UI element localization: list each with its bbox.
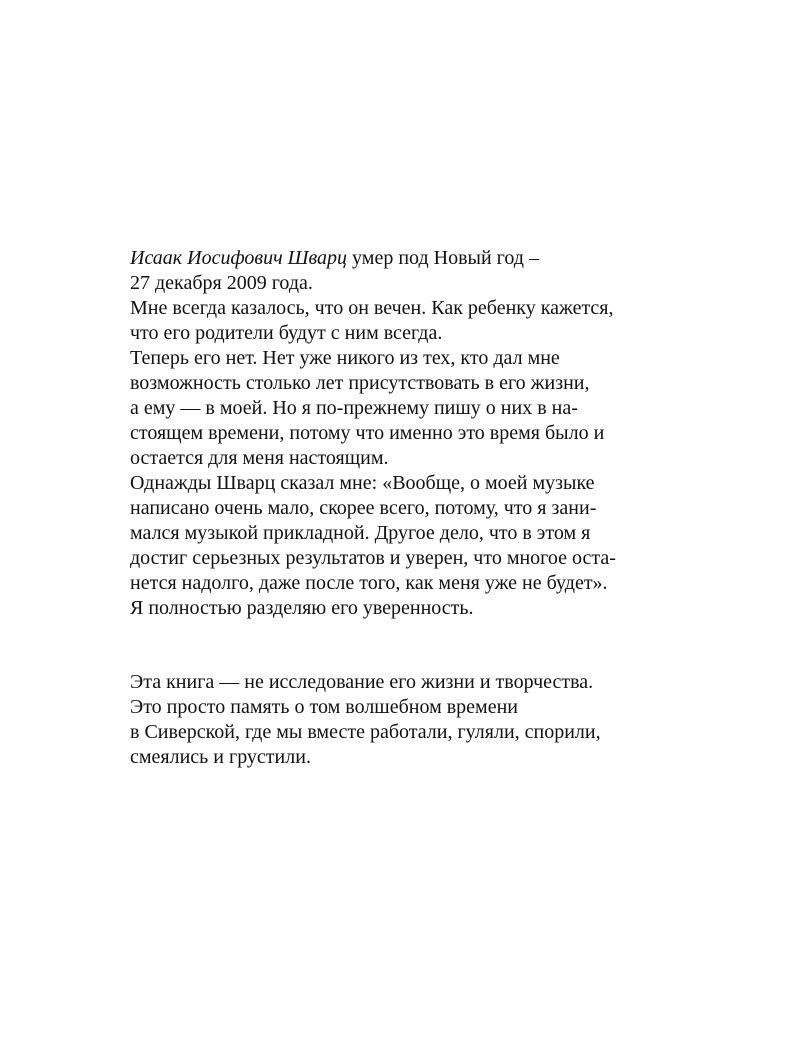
text-line: в Сиверской, где мы вместе работали, гуляли, спорили, xyxy=(130,721,601,743)
text-line: Эта книга — не исследование его жизни и творчества. xyxy=(130,671,594,693)
text-line: 27 декабря 2009 года. xyxy=(130,272,313,294)
text-line: мался музыкой прикладной. Другое дело, что в этом я xyxy=(130,522,591,544)
text-line: Я полностью разделяю его уверенность. xyxy=(130,597,474,619)
italic-name: Исаак Иосифович Шварц xyxy=(130,247,348,269)
text-line: нется надолго, даже после того, как меня уже не будет». xyxy=(130,572,608,594)
text-line: а ему — в моей. Но я по-прежнему пишу о них в на- xyxy=(130,397,578,419)
closing-paragraph xyxy=(130,670,690,770)
text-line: возможность столько лет присутствовать в его жизни, xyxy=(130,372,590,394)
text-line: стоящем времени, потому что именно это время было и xyxy=(130,422,605,444)
text-line: остается для меня настоящим. xyxy=(130,447,389,469)
text-line: что его родители будут с ним всегда. xyxy=(130,322,443,344)
text-line: Это просто память о том волшебном времени xyxy=(130,696,518,718)
text-segment: умер под Новый год – xyxy=(347,247,539,269)
text-line: смеялись и грустили. xyxy=(130,746,311,768)
text-line: Теперь его нет. Нет уже никого из тех, кто дал мне xyxy=(130,347,560,369)
text-line: Мне всегда казалось, что он вечен. Как ребенку кажется, xyxy=(130,297,614,319)
main-paragraph xyxy=(130,246,690,621)
text-line: Однажды Шварц сказал мне: «Вообще, о моей музыке xyxy=(130,472,595,494)
text-line: написано очень мало, скорее всего, потому, что я зани- xyxy=(130,497,597,519)
text-line xyxy=(130,246,690,271)
text-line: достиг серьезных результатов и уверен, что многое оста- xyxy=(130,547,616,569)
